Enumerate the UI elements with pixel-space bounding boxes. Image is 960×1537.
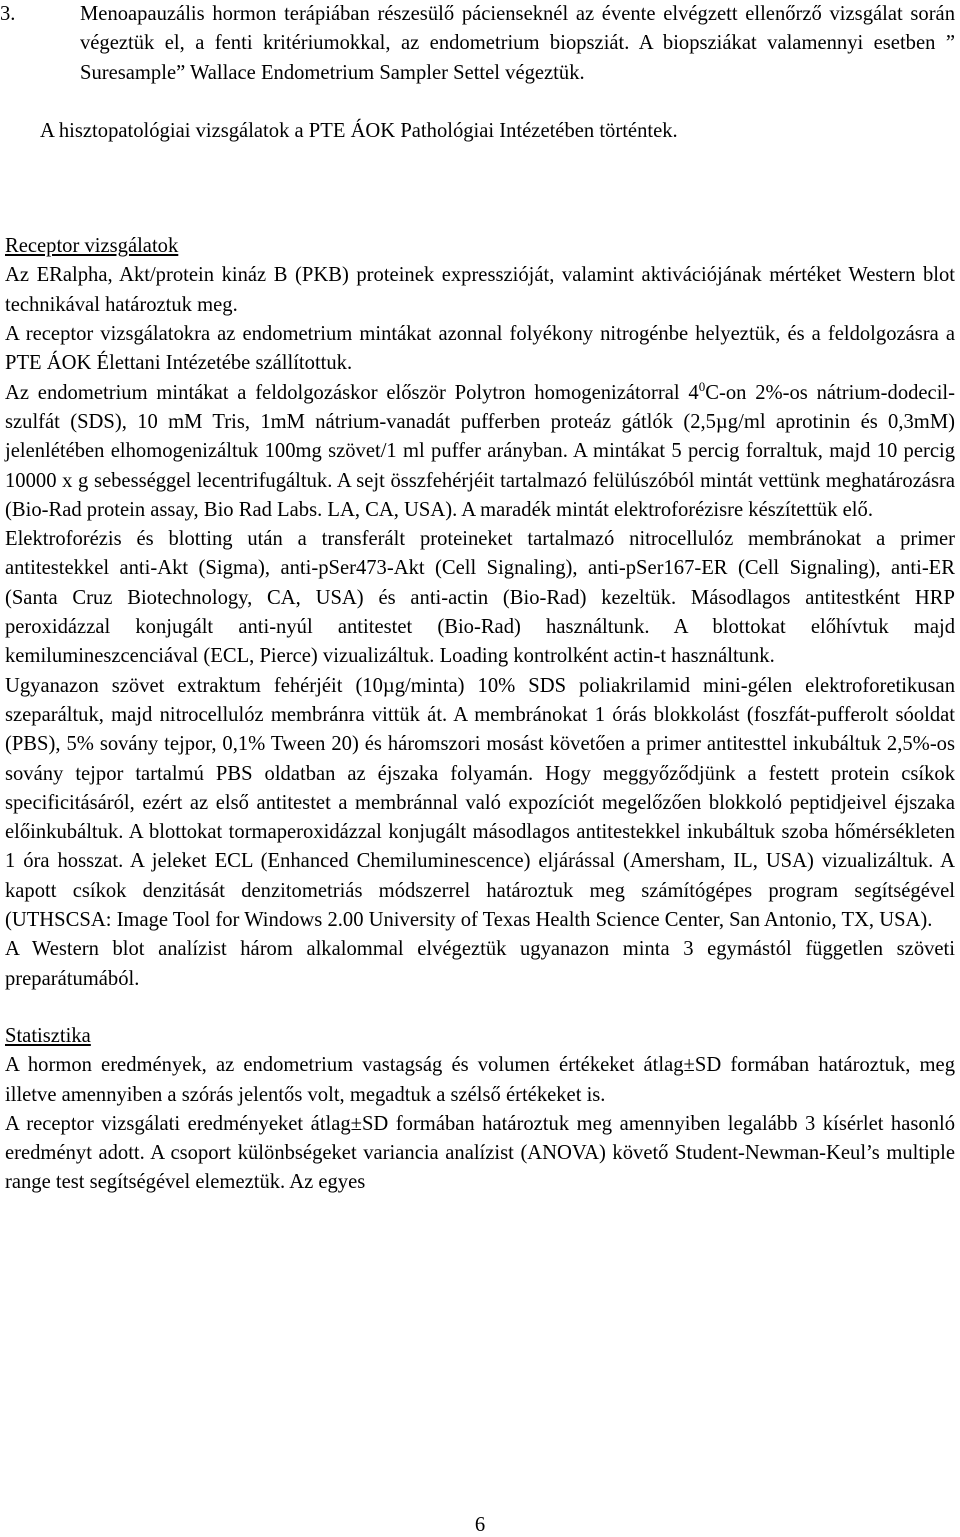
receptor-paragraph-3-part-a: Az endometrium mintákat a feldolgozáskor először Polytron homogenizátorral 4 [5,381,699,404]
receptor-paragraph-2: A receptor vizsgálatokra az endometrium mintákat azonnal folyékony nitrogénbe helyeztük, és a feldolgozásra a PTE ÁOK Élettani Intézetébe szállítottuk. [5,323,955,375]
receptor-paragraph-4: Elektroforézis és blotting után a transferált proteineket tartalmazó nitrocellulóz membránokat a primer antitestekkel anti-Akt (Sigma), anti-pSer473-Akt (Cell Signaling), anti-pSer167-ER (Cell Signaling), anti-ER (Santa Cruz Biotechnology, CA, USA) és anti-actin (Bio-Rad) kezeltük. Másodlagos antitestként HRP peroxidázzal konjugált anti-nyúl antitestet (Bio-Rad) használtunk. A blottokat előhívtuk majd kemilumineszcenciával (ECL, Pierce) vizualizáltuk. Loading kontrolként actin-t használtunk. [5,528,955,668]
list-item-text: Menoapauzális hormon terápiában részesülő pácienseknél az évente elvégzett ellenőrző vizsgálat során végeztük el, a fenti kritériumokkal, az endometrium biopsziát. A biopsziákat valamennyi esetben ” Suresample” Wallace Endometrium Sampler Settel végeztük. [80,3,955,84]
spacer [5,994,955,1022]
histopathology-paragraph: A hisztopatológiai vizsgálatok a PTE ÁOK Pathológiai Intézetében történtek. [40,119,678,142]
list-item-3 [0,0,955,88]
degree-superscript: 0 [698,378,706,394]
receptor-paragraph-5: Ugyanazon szövet extraktum fehérjéit (10µg/minta) 10% SDS poliakrilamid mini-gélen elektroforetikusan szeparáltuk, majd nitrocellulóz membránra vittük át. A membránokat 1 órás blokkolást (foszfát-pufferolt sóoldat (PBS), 5% sovány tejpor, 0,1% Tween 20) és háromszori mosást követően a primer antitesttel inkubáltuk 2,5%-os sovány tejpor tartalmú PBS oldatban az éjszaka folyamán. Hogy meggyőződjünk a festett protein csíkok specificitásáról, ezért az első antitestet a membránnal való expozíciót megelőzően blokkoló peptidjeivel éjszaka előinkubáltuk. A blottokat tormaperoxidázzal konjugált másodlagos antitestekkel inkubáltuk szoba hőmérsékleten 1 óra hosszat. A jeleket ECL (Enhanced Chemiluminescence) eljárással (Amersham, IL, USA) vizualizáltuk. A kapott csíkok denzitását denzitometriás módszerrel határoztuk meg számítógépes program segítségével (UTHSCSA: Image Tool for Windows 2.00 University of Texas Health Science Center, San Antonio, TX, USA). [5,674,955,932]
spacer [5,88,955,117]
receptor-paragraph-6: A Western blot analízist három alkalommal elvégeztük ugyanazon minta 3 egymástól független szöveti preparátumából. [5,938,955,990]
receptor-paragraph-3 [5,379,955,525]
receptor-heading: Receptor vizsgálatok [5,235,179,258]
statistics-paragraph-2: A receptor vizsgálati eredményeket átlag±SD formában határoztuk meg amennyiben legalább 3 kísérlet hasonló eredményt adott. A csoport különbségeket variancia analízist (ANOVA) követő Student-Newman-Keul’s multiple range test segítségével elemeztük. Az egyes [5,1112,955,1194]
receptor-paragraph-1: Az ERalpha, Akt/protein kináz B (PKB) proteinek expresszióját, valamint aktivációjának mértéket Western blot technikával határoztuk meg. [5,264,955,316]
spacer [5,146,955,232]
statistics-heading: Statisztika [5,1024,91,1047]
receptor-paragraph-3-part-b: C-on 2%-os nátrium-dodecil-szulfát (SDS), 10 mM Tris, 1mM nátrium-vanadát pufferben proteáz gátlók (2,5µg/ml aprotinin és 0,3mM) jelenlétében elhomogenizáltuk 100mg szövet/1 ml puffer arányban. A mintákat 5 percig forraltuk, majd 10 percig 10000 x g sebességgel lecentrifugáltuk. A sejt összfehérjéit tartalmazó felülúszóból mintát vettünk meghatározásra (Bio-Rad protein assay, Bio Rad Labs. LA, CA, USA). A maradék mintát elektroforézisre készítettük elő. [5,381,956,521]
page-number: 6 [474,1514,486,1536]
list-item-number: 3. [0,3,16,25]
statistics-paragraph-1: A hormon eredmények, az endometrium vastagság és volumen értékeket átlag±SD formában határoztuk, meg illetve amennyiben a szórás jelentős volt, megadtuk a szélső értékeket is. [5,1054,955,1106]
